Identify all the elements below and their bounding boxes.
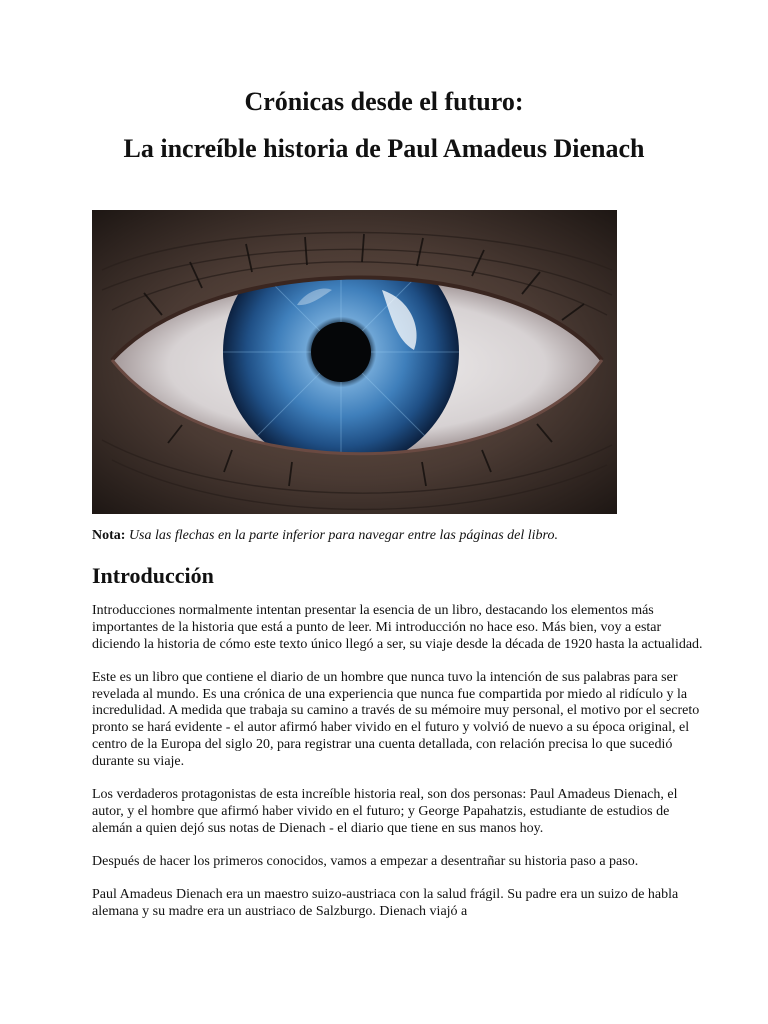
paragraph: Este es un libro que contiene el diario de un hombre que nunca tuvo la intención de sus palabras para ser revelada al mundo. Es una crónica de una experiencia que nunca fue compartida por miedo al ridículo y la incredulidad. A medida que trabaja su camino a través de su mémoire muy personal, el motivo por el secreto pronto se hará evidente - el autor afirmó haber vivido en el futuro y volvió de nuevo a su época original, el centro de la Europa del siglo 20, para registrar una cuenta detallada, con relación precisa lo que sucedió durante su viaje. [92, 669, 700, 769]
paragraph: Los verdaderos protagonistas de esta increíble historia real, son dos personas: Paul Amadeus Dienach, el autor, y el hombre que afirmó haber vivido en el futuro; y George Papahatzis, estudiante de estudios de alemán a quien dejó sus notas de Dienach - el diario que tiene en sus manos hoy. [92, 787, 678, 836]
navigation-note [92, 527, 692, 545]
paragraph: Introducciones normalmente intentan presentar la esencia de un libro, destacando los elementos más importantes de la historia que está a punto de leer. Mi introducción no hace eso. Más bien, voy a estar diciendo la historia de cómo este texto único llegó a ser, su viaje desde la década de 1920 hasta la actualidad. [92, 603, 703, 652]
paragraph: Después de hacer los primeros conocidos, vamos a empezar a desentrañar su historia paso a paso. [92, 854, 639, 870]
body-text [92, 603, 706, 937]
document-title: Crónicas desde el futuro: [244, 87, 524, 116]
eye-image [92, 210, 617, 514]
document-subtitle: La increíble historia de Paul Amadeus Dienach [123, 134, 645, 163]
note-text: Usa las flechas en la parte inferior para navegar entre las páginas del libro. [128, 528, 558, 543]
section-heading-introduccion: Introducción [92, 563, 214, 588]
eye-illustration [92, 210, 617, 514]
paragraph: Paul Amadeus Dienach era un maestro suizo-austriaca con la salud frágil. Su padre era un suizo de habla alemana y su madre era un austriaco de Salzburgo. Dienach viajó a [92, 887, 679, 920]
note-label: Nota: [92, 528, 126, 543]
